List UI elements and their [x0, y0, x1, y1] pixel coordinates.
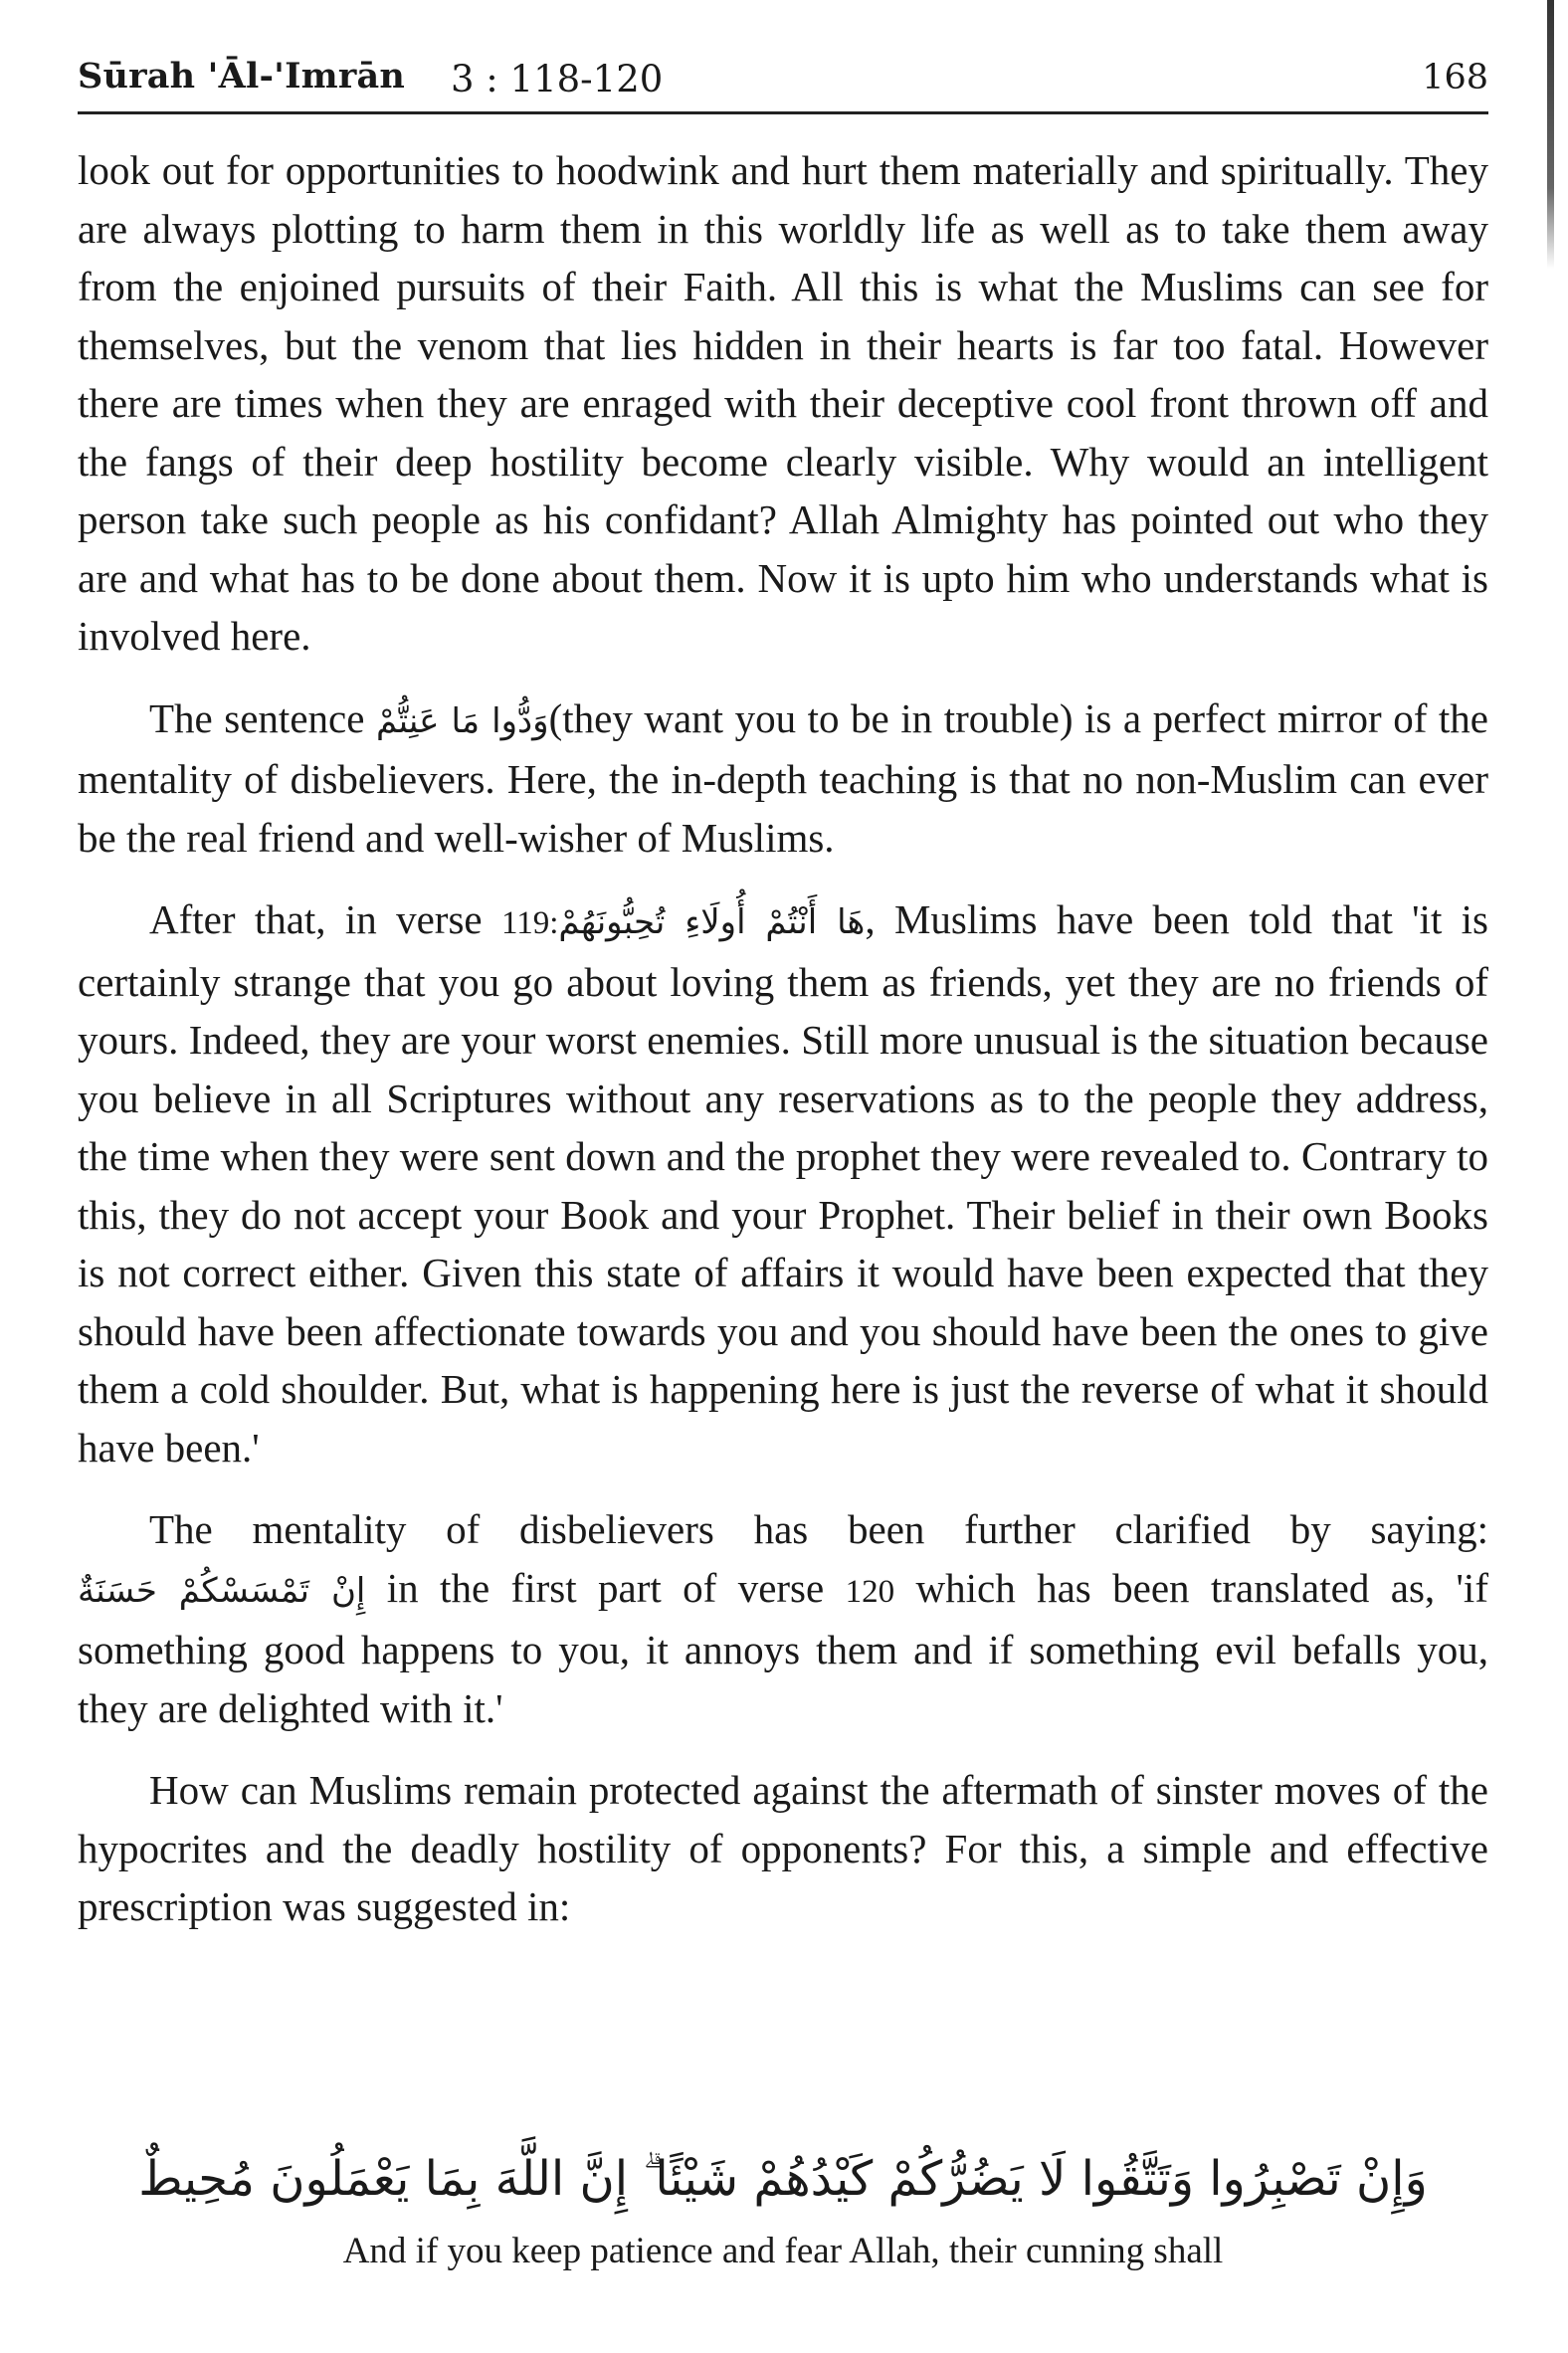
paragraph-4-lead: The mentality of disbelievers has been further clarified by saying:: [149, 1506, 1488, 1552]
page-number: 168: [1422, 58, 1488, 98]
verse-translation: And if you keep patience and fear Allah, their cunning shall: [342, 2231, 1224, 2271]
arabic-phrase-2: هَا أَنْتُمْ أُولَاءِ تُحِبُّونَهُمْ: [558, 902, 866, 942]
header-rule: [78, 111, 1488, 114]
paragraph-5: How can Muslims remain protected against the aftermath of sinster moves of the hypocrites and the deadly hostility of opponents? For this, a simple and effective prescription was suggested in:: [78, 1767, 1488, 1929]
paragraph-3-lead: After that, in verse: [149, 896, 501, 942]
arabic-phrase-3: إِنْ تَمْسَسْكُمْ حَسَنَةٌ: [78, 1570, 366, 1611]
paragraph-2-lead: The sentence: [149, 694, 376, 741]
page-edge-mark: [1547, 0, 1554, 269]
verse-reference: 3 : 118-120: [451, 58, 664, 100]
verse-number-119: 119:: [500, 905, 559, 941]
arabic-phrase-1: وَدُّوا مَا عَنِتُّمْ: [375, 700, 549, 741]
paragraph-4-rest: which has been translated as, 'if something good happens to you, it annoys them and if something evil befalls you, they are delighted with it.': [78, 1564, 1488, 1731]
body-text: [78, 141, 1488, 1960]
surah-title: Sūrah 'Āl-'Imrān: [78, 56, 406, 97]
quranic-verse: وَإِنْ تَصْبِرُوا وَتَتَّقُوا لَا يَضُرُّكُمْ كَيْدُهُمْ شَيْئًا ۗ إِنَّ اللَّهَ بِمَا يَعْمَلُونَ مُحِيطٌ: [138, 2151, 1428, 2207]
paragraph-1: look out for opportunities to hoodwink and hurt them materially and spiritually. They are always plotting to harm them in this worldly life as well as to take them away from the enjoined pursuits of their Faith. All this is what the Muslims can see for themselves, but the venom that lies hidden in their hearts is far too fatal. However there are times when they are enraged with their deceptive cool front thrown off and the fangs of their deep hostility become clearly visible. Why would an intelligent person take such people as his confidant? Allah Almighty has pointed out who they are and what has to be done about them. Now it is upto him who understands what is involved here.: [78, 147, 1488, 659]
paragraph-4-mid: in the first part of verse: [365, 1564, 846, 1611]
paragraph-3: [78, 890, 1488, 1476]
paragraph-3-rest: , Muslims have been told that 'it is certainly strange that you go about loving them as friends, yet they are no friends of yours. Indeed, they are your worst enemies. Still more unusual is the situation because you believe in all Scriptures without any reservations as to the people they address, the time when they were sent down and the prophet they were revealed to. Contrary to this, they do not accept your Book and your Prophet. Their belief in their own Books is not correct either. Given this state of affairs it would have been expected that they should have been affectionate towards you and you should have been the ones to give them a cold shoulder. But, what is happening here is just the reverse of what it should have been.': [78, 896, 1489, 1471]
paragraph-2-rest: (they want you to be in trouble) is a perfect mirror of the mentality of disbelievers. Here, the in-depth teaching is that no non-Muslim can ever be the real friend and well-wisher of Muslims.: [78, 694, 1489, 861]
running-header: [78, 52, 1488, 113]
paragraph-2: [78, 689, 1488, 868]
verse-number-120: 120: [845, 1573, 895, 1610]
paragraph-4: [78, 1500, 1488, 1737]
